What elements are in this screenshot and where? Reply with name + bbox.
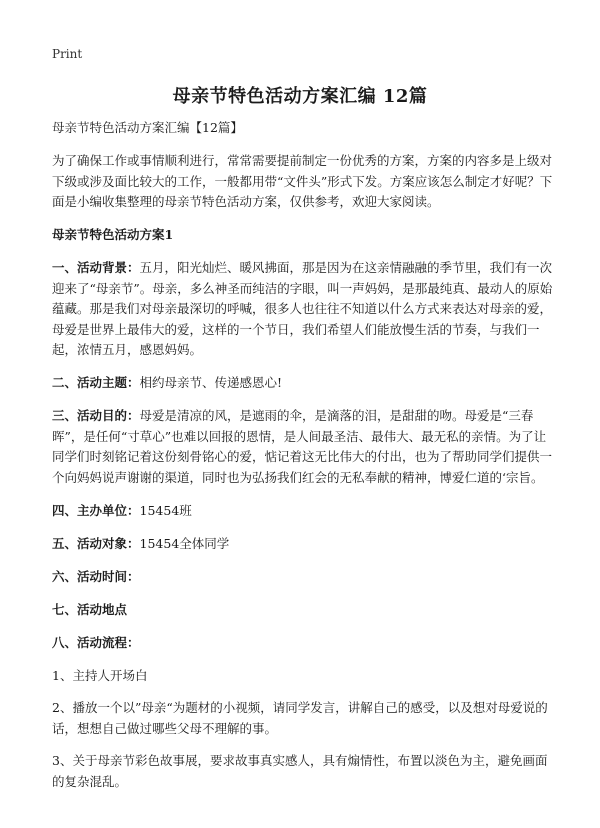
item-background bbox=[52, 258, 555, 361]
process-step: 2、播放一个以”母亲“为题材的小视频，请同学发言，讲解自己的感受，以及想对母爱说的话，想想自己做过哪些父母不理解的事。 bbox=[52, 700, 548, 736]
item-process bbox=[52, 633, 555, 654]
intro-paragraph: 为了确保工作或事情顺利进行，常常需要提前制定一份优秀的方案，方案的内容多是上级对下级或涉及面比较大的工作，一般都用带“文件头”形式下发。方案应该怎么制定才好呢？下面是小编收集整理的母亲节特色活动方案，仅供参考，欢迎大家阅读。 bbox=[52, 153, 553, 209]
process-step: 3、关于母亲节彩色故事展，要求故事真实感人，具有煽情性，布置以淡色为主，避免画面的复杂混乱。 bbox=[52, 753, 548, 789]
subtitle: 母亲节特色活动方案汇编【12篇】 bbox=[52, 120, 243, 135]
item-label: 三、活动目的： bbox=[52, 408, 140, 423]
item-purpose bbox=[52, 406, 555, 488]
item-label: 七、活动地点 bbox=[52, 601, 128, 617]
item-label: 一、活动背景： bbox=[52, 260, 140, 275]
item-time bbox=[52, 567, 555, 588]
item-text: 五月，阳光灿烂、暖风拂面，那是因为在这亲情融融的季节里，我们有一次迎来了“母亲节”。母亲，多么神圣而纯洁的字眼，叫一声妈妈，是那最纯真、最动人的原始蕴藏。那是我们对母亲最深切的呼喊，很多人也往往不知道以什么方式来表达对母亲的爱，母爱是世界上最伟大的爱，这样的一个节日，我们希望人们能放慢生活的节奏，与我们一起，浓情五月，感恩妈妈。 bbox=[52, 260, 553, 357]
item-label: 五、活动对象： bbox=[52, 535, 140, 551]
section-heading: 母亲节特色活动方案1 bbox=[52, 227, 174, 242]
page-title: 母亲节特色活动方案汇编 12篇 bbox=[172, 86, 428, 107]
item-text: 相约母亲节、传递感恩心! bbox=[139, 375, 283, 390]
process-step: 1、主持人开场白 bbox=[52, 667, 148, 683]
item-label: 八、活动流程： bbox=[52, 634, 140, 650]
item-text: 15454班 bbox=[139, 502, 192, 518]
item-label: 四、主办单位： bbox=[52, 502, 140, 518]
document-body bbox=[52, 118, 555, 804]
item-label: 二、活动主题： bbox=[52, 375, 140, 390]
item-organizer bbox=[52, 501, 555, 522]
item-text: 母爱是清凉的风，是遮雨的伞，是滴落的泪，是甜甜的吻。母爱是“三春晖”，是任何“寸草心”也难以回报的恩情，是人间最圣洁、最伟大、最无私的亲情。为了让同学们时刻铭记着这份刻骨铭心的爱，惦记着这无比伟大的付出，也为了帮助同学们提供一个向妈妈说声谢谢的渠道，同时也为弘扬我们红会的无私奉献的精神，博爱仁道的‘宗旨。 bbox=[52, 408, 553, 485]
item-location bbox=[52, 600, 555, 621]
item-text: 15454全体同学 bbox=[139, 535, 230, 551]
item-audience bbox=[52, 534, 555, 555]
item-theme bbox=[52, 373, 555, 394]
item-label: 六、活动时间： bbox=[52, 568, 140, 584]
print-link[interactable]: Print bbox=[52, 47, 83, 61]
